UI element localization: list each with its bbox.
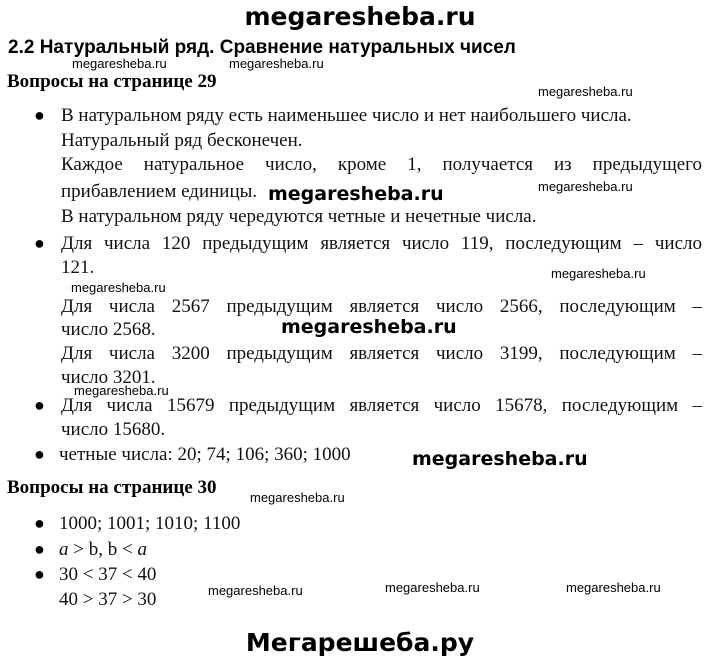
bullet-marker: ● xyxy=(34,539,45,559)
q29-item1-line1: В натуральном ряду есть наименьшее число и нет наибольшего числа. xyxy=(61,105,632,126)
watermark-small-8: megaresheba.ru xyxy=(250,490,345,505)
bullet-marker: ● xyxy=(34,564,45,584)
bullet-marker: ● xyxy=(34,513,45,533)
q29-item2-line2: 121. xyxy=(61,257,95,278)
watermark-small-3: megaresheba.ru xyxy=(538,84,633,99)
q30-item3-line2: 40 > 37 > 30 xyxy=(59,589,157,610)
section-title: 2.2 Натуральный ряд. Сравнение натуральных чисел xyxy=(8,37,516,58)
var-a: a xyxy=(137,539,147,560)
q29-item3-line2: число 15680. xyxy=(61,419,166,440)
questions-page-29-title: Вопросы на странице 29 xyxy=(7,71,217,92)
watermark-small-10: megaresheba.ru xyxy=(385,580,480,595)
var-a: a xyxy=(59,539,69,560)
q29-item3-line1: Для числа 15679 предыдущим является число 15678, последующим – xyxy=(61,395,702,416)
site-footer[interactable]: Мегарешеба.ру xyxy=(245,628,475,657)
q29-item2-line6: число 3201. xyxy=(61,367,156,388)
bullet-marker: ● xyxy=(34,105,45,125)
q30-item2 xyxy=(59,538,147,561)
q29-item2-line4: число 2568. xyxy=(61,319,156,340)
watermark-small-6: megaresheba.ru xyxy=(551,266,646,281)
questions-page-30-title: Вопросы на странице 30 xyxy=(7,477,217,498)
watermark-big-2: megaresheba.ru xyxy=(281,316,457,338)
watermark-small-5: megaresheba.ru xyxy=(71,280,166,295)
bullet-marker: ● xyxy=(34,233,45,253)
watermark-small-7: megaresheba.ru xyxy=(74,383,169,398)
q29-item1-line4: прибавлением единицы. xyxy=(61,181,258,202)
watermark-big-3: megaresheba.ru xyxy=(412,448,588,470)
q29-item4-line1: четные числа: 20; 74; 106; 360; 1000 xyxy=(59,444,351,465)
watermark-small-11: megaresheba.ru xyxy=(566,580,661,595)
site-header[interactable]: megaresheba.ru xyxy=(244,2,476,31)
q29-item2-line3: Для числа 2567 предыдущим является число 2566, последующим – xyxy=(61,296,702,317)
q29-item2-line1: Для числа 120 предыдущим является число 119, последующим – число xyxy=(61,233,702,254)
bullet-marker: ● xyxy=(34,395,45,415)
q29-item1-line3: Каждое натуральное число, кроме 1, получается из предыдущего xyxy=(61,154,702,175)
q29-item2-line5: Для числа 3200 предыдущим является число 3199, последующим – xyxy=(61,343,702,364)
watermark-small-2: megaresheba.ru xyxy=(229,56,324,71)
watermark-small-1: megaresheba.ru xyxy=(72,56,167,71)
watermark-big-1: megaresheba.ru xyxy=(268,183,444,205)
q30-item3-line1: 30 < 37 < 40 xyxy=(59,564,157,585)
watermark-small-9: megaresheba.ru xyxy=(208,583,303,598)
q30-item1: 1000; 1001; 1010; 1100 xyxy=(59,513,241,534)
q29-item1-line2: Натуральный ряд бесконечен. xyxy=(61,130,303,151)
q30-item2-mid: > b, b < xyxy=(68,539,138,560)
bullet-marker: ● xyxy=(34,444,45,464)
q29-item1-line5: В натуральном ряду чередуются четные и нечетные числа. xyxy=(61,206,537,227)
watermark-small-4: megaresheba.ru xyxy=(538,179,633,194)
